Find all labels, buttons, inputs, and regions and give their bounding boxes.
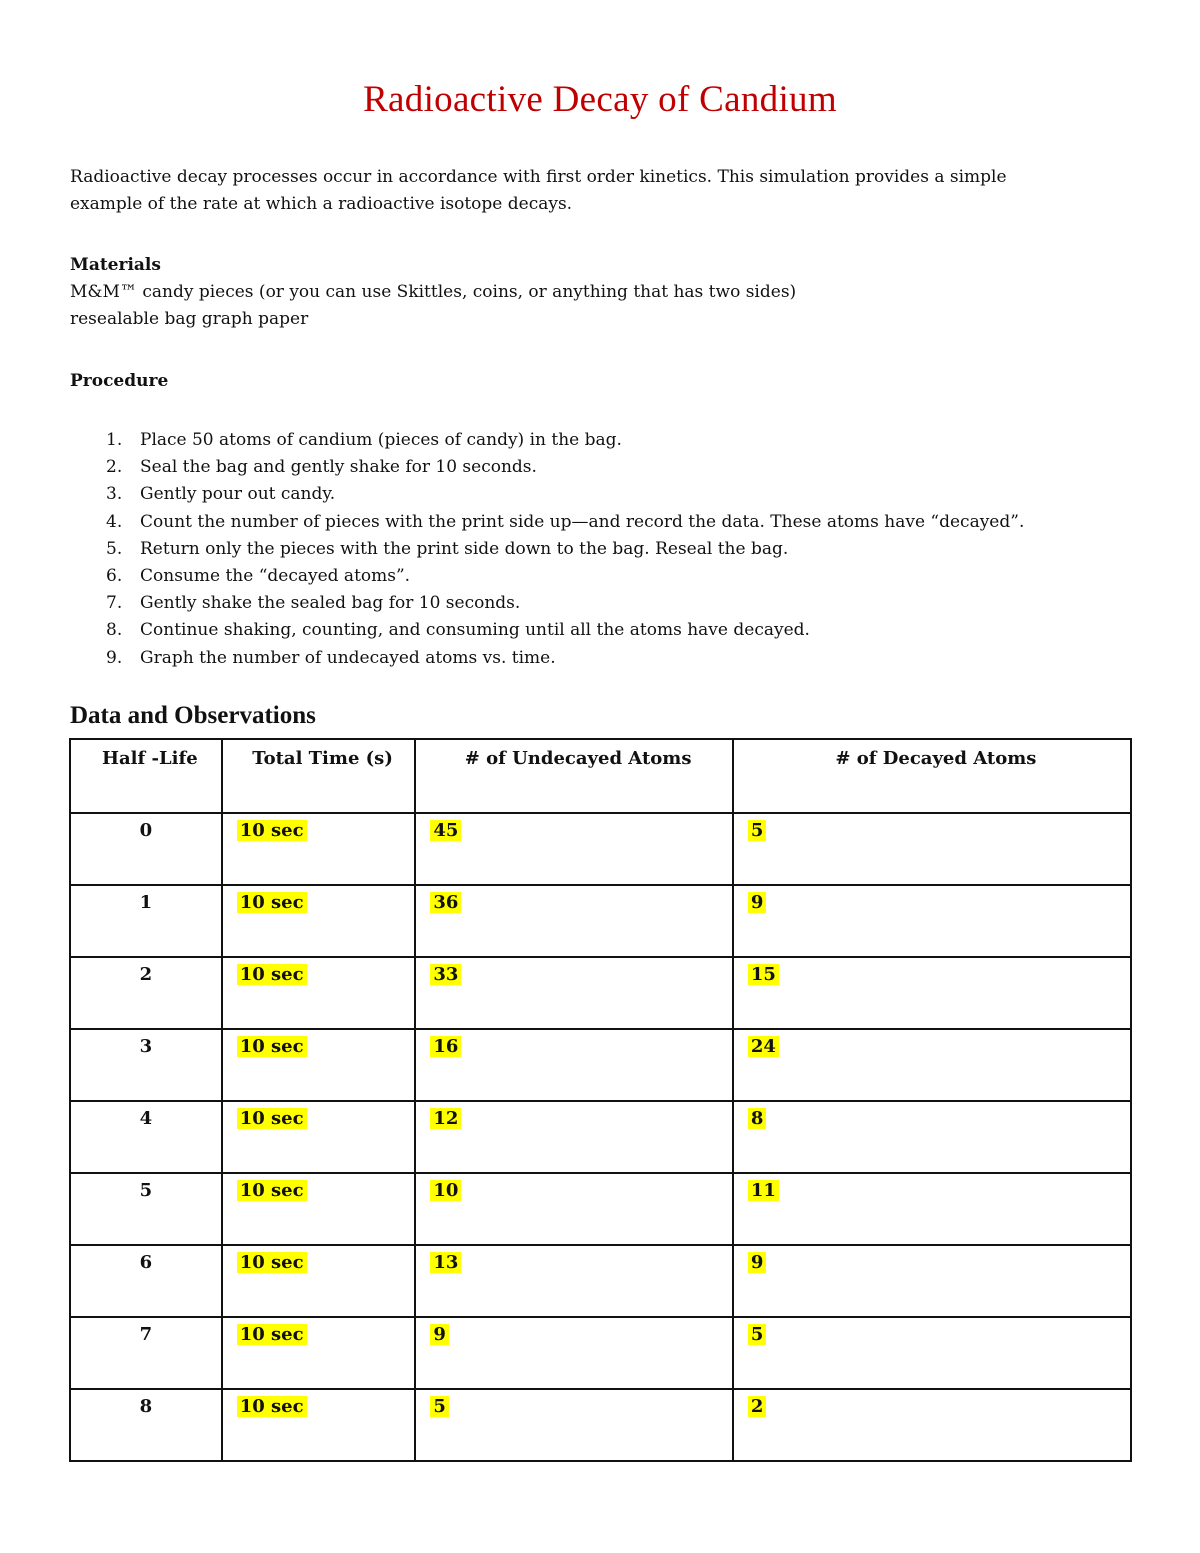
intro-line: example of the rate at which a radioactive isotope decays. xyxy=(70,194,573,214)
table-row xyxy=(70,957,1131,1029)
half-life-cell: 6 xyxy=(70,1245,222,1317)
undecayed-cell xyxy=(415,885,732,957)
column-header-half-life: Half -Life xyxy=(70,739,222,813)
undecayed-cell xyxy=(415,957,732,1029)
decayed-cell xyxy=(733,957,1131,1029)
total-time-cell xyxy=(222,1173,416,1245)
step-text: Count the number of pieces with the print side up—and record the data. These atoms have “decayed”. xyxy=(140,511,1025,532)
procedure-step xyxy=(100,454,1140,481)
column-header-total-time: Total Time (s) xyxy=(222,739,416,813)
highlighted-value: 2 xyxy=(748,1396,767,1417)
step-number: 9. xyxy=(106,647,123,668)
highlighted-value: 11 xyxy=(748,1180,779,1201)
half-life-cell: 4 xyxy=(70,1101,222,1173)
page-title: Radioactive Decay of Candium xyxy=(363,79,837,120)
undecayed-cell xyxy=(415,1029,732,1101)
step-number: 7. xyxy=(106,593,123,614)
step-number: 5. xyxy=(106,538,123,559)
table-row xyxy=(70,1389,1131,1461)
highlighted-value: 10 sec xyxy=(237,1396,307,1417)
materials-section xyxy=(70,252,1130,333)
highlighted-value: 24 xyxy=(748,1036,779,1057)
decayed-cell xyxy=(733,813,1131,885)
total-time-cell xyxy=(222,1317,416,1389)
total-time-cell xyxy=(222,957,416,1029)
total-time-cell xyxy=(222,1245,416,1317)
procedure-list xyxy=(100,427,1140,672)
highlighted-value: 10 sec xyxy=(237,1180,307,1201)
step-text: Continue shaking, counting, and consuming until all the atoms have decayed. xyxy=(140,620,810,641)
data-table xyxy=(69,738,1132,1462)
half-life-cell: 2 xyxy=(70,957,222,1029)
decayed-cell xyxy=(733,1029,1131,1101)
procedure-step xyxy=(100,590,1140,617)
highlighted-value: 10 xyxy=(430,1180,461,1201)
table-row xyxy=(70,1101,1131,1173)
highlighted-value: 13 xyxy=(430,1252,461,1273)
undecayed-cell xyxy=(415,1173,732,1245)
decayed-cell xyxy=(733,1389,1131,1461)
step-number: 3. xyxy=(106,484,123,505)
step-number: 8. xyxy=(106,620,123,641)
procedure-step xyxy=(100,645,1140,672)
table-row xyxy=(70,1029,1131,1101)
highlighted-value: 10 sec xyxy=(237,1252,307,1273)
highlighted-value: 5 xyxy=(748,1324,767,1345)
highlighted-value: 5 xyxy=(430,1396,449,1417)
procedure-step xyxy=(100,617,1140,644)
undecayed-cell xyxy=(415,1245,732,1317)
total-time-cell xyxy=(222,885,416,957)
procedure-step xyxy=(100,481,1140,508)
decayed-cell xyxy=(733,885,1131,957)
half-life-cell: 0 xyxy=(70,813,222,885)
intro-line: Radioactive decay processes occur in accordance with first order kinetics. This simulation provides a simple xyxy=(70,167,1007,187)
highlighted-value: 8 xyxy=(748,1108,767,1129)
highlighted-value: 9 xyxy=(748,1252,767,1273)
decayed-cell xyxy=(733,1101,1131,1173)
column-header-decayed: # of Decayed Atoms xyxy=(733,739,1131,813)
highlighted-value: 10 sec xyxy=(237,820,307,841)
step-text: Gently shake the sealed bag for 10 seconds. xyxy=(140,593,521,614)
total-time-cell xyxy=(222,813,416,885)
step-number: 1. xyxy=(106,430,123,450)
half-life-cell: 3 xyxy=(70,1029,222,1101)
materials-line: M&M™ candy pieces (or you can use Skittles, coins, or anything that has two sides) xyxy=(70,282,797,302)
half-life-cell: 1 xyxy=(70,885,222,957)
highlighted-value: 33 xyxy=(430,964,461,985)
total-time-cell xyxy=(222,1029,416,1101)
step-number: 2. xyxy=(106,457,123,478)
column-header-undecayed: # of Undecayed Atoms xyxy=(415,739,732,813)
table-row xyxy=(70,1245,1131,1317)
procedure-step xyxy=(100,563,1140,590)
highlighted-value: 36 xyxy=(430,892,461,913)
half-life-cell: 5 xyxy=(70,1173,222,1245)
step-text: Place 50 atoms of candium (pieces of candy) in the bag. xyxy=(140,430,622,450)
highlighted-value: 5 xyxy=(748,820,767,841)
highlighted-value: 10 sec xyxy=(237,1108,307,1129)
intro-paragraph xyxy=(70,164,1130,218)
table-row xyxy=(70,813,1131,885)
undecayed-cell xyxy=(415,1317,732,1389)
highlighted-value: 10 sec xyxy=(237,1036,307,1057)
step-text: Seal the bag and gently shake for 10 seconds. xyxy=(140,457,537,478)
procedure-step xyxy=(100,427,1140,454)
data-observations-heading: Data and Observations xyxy=(70,702,316,729)
step-number: 4. xyxy=(106,511,123,532)
step-text: Gently pour out candy. xyxy=(140,484,336,505)
highlighted-value: 10 sec xyxy=(237,892,307,913)
decayed-cell xyxy=(733,1245,1131,1317)
step-text: Return only the pieces with the print side down to the bag. Reseal the bag. xyxy=(140,538,789,559)
table-header-row xyxy=(70,739,1131,813)
table-row xyxy=(70,885,1131,957)
procedure-step xyxy=(100,536,1140,563)
highlighted-value: 10 sec xyxy=(237,1324,307,1345)
materials-heading: Materials xyxy=(70,255,161,275)
highlighted-value: 9 xyxy=(748,892,767,913)
step-number: 6. xyxy=(106,565,123,586)
highlighted-value: 16 xyxy=(430,1036,461,1057)
procedure-step xyxy=(100,509,1140,536)
step-text: Graph the number of undecayed atoms vs. time. xyxy=(140,647,556,668)
decayed-cell xyxy=(733,1317,1131,1389)
half-life-cell: 8 xyxy=(70,1389,222,1461)
procedure-heading: Procedure xyxy=(70,371,169,391)
undecayed-cell xyxy=(415,813,732,885)
highlighted-value: 12 xyxy=(430,1108,461,1129)
step-text: Consume the “decayed atoms”. xyxy=(140,565,411,586)
total-time-cell xyxy=(222,1101,416,1173)
table-row xyxy=(70,1173,1131,1245)
undecayed-cell xyxy=(415,1101,732,1173)
table-row xyxy=(70,1317,1131,1389)
highlighted-value: 10 sec xyxy=(237,964,307,985)
half-life-cell: 7 xyxy=(70,1317,222,1389)
decayed-cell xyxy=(733,1173,1131,1245)
materials-line: resealable bag graph paper xyxy=(70,309,309,329)
undecayed-cell xyxy=(415,1389,732,1461)
highlighted-value: 9 xyxy=(430,1324,449,1345)
highlighted-value: 45 xyxy=(430,820,461,841)
total-time-cell xyxy=(222,1389,416,1461)
highlighted-value: 15 xyxy=(748,964,779,985)
